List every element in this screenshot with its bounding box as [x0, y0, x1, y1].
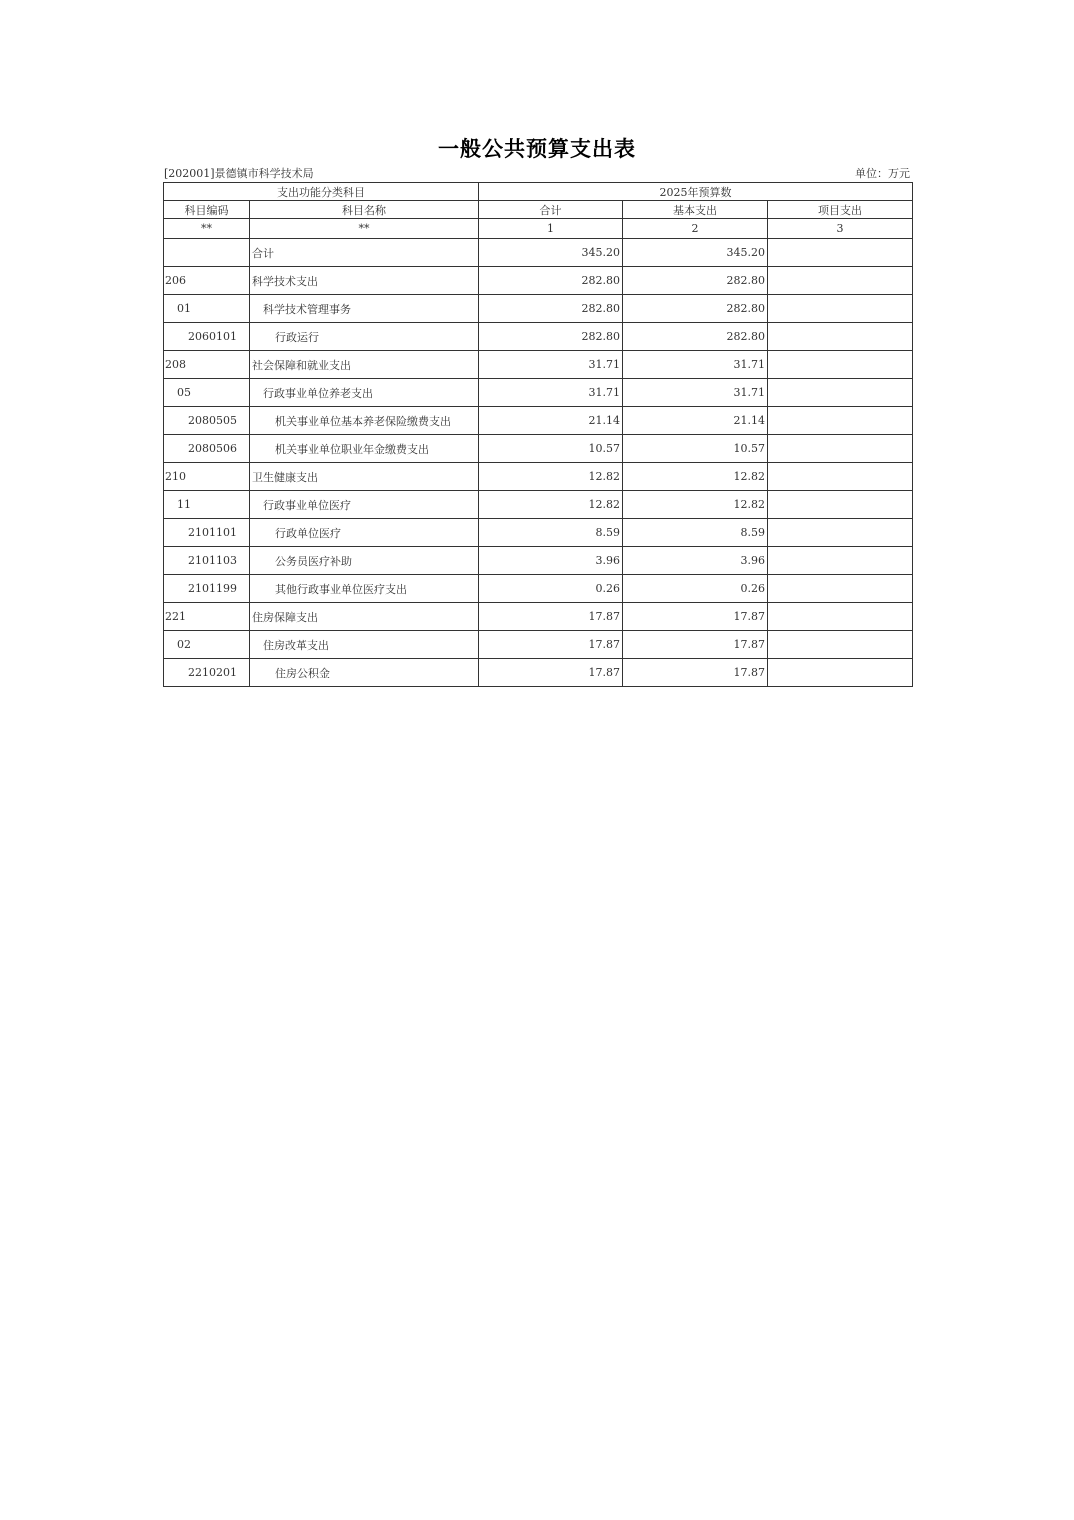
cell-code: 2101103 [164, 547, 250, 575]
idx-total: 1 [479, 219, 623, 239]
cell-total: 282.80 [479, 295, 623, 323]
cell-basic: 17.87 [623, 603, 768, 631]
cell-project [768, 603, 913, 631]
cell-total: 345.20 [479, 239, 623, 267]
cell-name: 合计 [250, 239, 479, 267]
cell-basic: 282.80 [623, 295, 768, 323]
cell-basic: 17.87 [623, 659, 768, 687]
cell-project [768, 547, 913, 575]
cell-project [768, 631, 913, 659]
cell-name: 行政单位医疗 [250, 519, 479, 547]
cell-code: 2080505 [164, 407, 250, 435]
table-row [164, 407, 913, 435]
cell-basic: 12.82 [623, 463, 768, 491]
header-group-budget: 2025年预算数 [479, 183, 913, 201]
cell-name: 社会保障和就业支出 [250, 351, 479, 379]
cell-basic: 31.71 [623, 351, 768, 379]
cell-total: 10.57 [479, 435, 623, 463]
cell-total: 282.80 [479, 267, 623, 295]
cell-code: 206 [164, 267, 250, 295]
cell-project [768, 659, 913, 687]
cell-total: 12.82 [479, 463, 623, 491]
cell-total: 31.71 [479, 379, 623, 407]
col-header-total: 合计 [479, 201, 623, 219]
cell-code: 221 [164, 603, 250, 631]
cell-name: 行政运行 [250, 323, 479, 351]
unit-label: 单位：万元 [855, 167, 910, 180]
cell-code: 208 [164, 351, 250, 379]
cell-name: 住房公积金 [250, 659, 479, 687]
cell-name: 机关事业单位职业年金缴费支出 [250, 435, 479, 463]
cell-project [768, 435, 913, 463]
cell-project [768, 239, 913, 267]
cell-name: 机关事业单位基本养老保险缴费支出 [250, 407, 479, 435]
cell-name: 公务员医疗补助 [250, 547, 479, 575]
cell-project [768, 379, 913, 407]
idx-basic: 2 [623, 219, 768, 239]
cell-code: 11 [164, 491, 250, 519]
table-row [164, 491, 913, 519]
cell-basic: 21.14 [623, 407, 768, 435]
cell-basic: 282.80 [623, 323, 768, 351]
col-header-project: 项目支出 [768, 201, 913, 219]
cell-code: 2101199 [164, 575, 250, 603]
cell-basic: 17.87 [623, 631, 768, 659]
cell-basic: 0.26 [623, 575, 768, 603]
cell-basic: 282.80 [623, 267, 768, 295]
cell-name: 行政事业单位养老支出 [250, 379, 479, 407]
idx-project: 3 [768, 219, 913, 239]
cell-project [768, 491, 913, 519]
table-row [164, 631, 913, 659]
cell-code: 05 [164, 379, 250, 407]
cell-name: 科学技术管理事务 [250, 295, 479, 323]
cell-basic: 3.96 [623, 547, 768, 575]
col-header-name: 科目名称 [250, 201, 479, 219]
cell-project [768, 267, 913, 295]
cell-basic: 31.71 [623, 379, 768, 407]
cell-basic: 12.82 [623, 491, 768, 519]
cell-project [768, 351, 913, 379]
cell-total: 8.59 [479, 519, 623, 547]
cell-name: 住房保障支出 [250, 603, 479, 631]
cell-total: 12.82 [479, 491, 623, 519]
table-row [164, 547, 913, 575]
idx-code: ** [164, 219, 250, 239]
cell-total: 3.96 [479, 547, 623, 575]
org-name: [202001]景德镇市科学技术局 [164, 167, 314, 180]
header-group-function: 支出功能分类科目 [164, 183, 479, 201]
cell-code: 02 [164, 631, 250, 659]
cell-project [768, 407, 913, 435]
cell-project [768, 323, 913, 351]
header-index-row [164, 219, 913, 239]
budget-table [163, 182, 913, 687]
table-row [164, 379, 913, 407]
table-row [164, 519, 913, 547]
col-header-code: 科目编码 [164, 201, 250, 219]
idx-name: ** [250, 219, 479, 239]
table-row [164, 351, 913, 379]
cell-name: 行政事业单位医疗 [250, 491, 479, 519]
cell-total: 17.87 [479, 603, 623, 631]
cell-project [768, 463, 913, 491]
cell-code: 2080506 [164, 435, 250, 463]
cell-total: 0.26 [479, 575, 623, 603]
table-row [164, 323, 913, 351]
table-row [164, 267, 913, 295]
cell-project [768, 295, 913, 323]
table-row [164, 463, 913, 491]
header-column-row [164, 201, 913, 219]
cell-name: 住房改革支出 [250, 631, 479, 659]
cell-total: 282.80 [479, 323, 623, 351]
table-row [164, 435, 913, 463]
table-row [164, 575, 913, 603]
cell-project [768, 575, 913, 603]
col-header-basic: 基本支出 [623, 201, 768, 219]
cell-name: 科学技术支出 [250, 267, 479, 295]
cell-project [768, 519, 913, 547]
table-row [164, 239, 913, 267]
table-row [164, 659, 913, 687]
cell-name: 其他行政事业单位医疗支出 [250, 575, 479, 603]
cell-code: 2060101 [164, 323, 250, 351]
page-title: 一般公共预算支出表 [438, 136, 636, 161]
cell-total: 17.87 [479, 631, 623, 659]
cell-basic: 8.59 [623, 519, 768, 547]
cell-total: 31.71 [479, 351, 623, 379]
cell-code: 2101101 [164, 519, 250, 547]
table-row [164, 603, 913, 631]
cell-code: 210 [164, 463, 250, 491]
cell-code: 01 [164, 295, 250, 323]
cell-total: 21.14 [479, 407, 623, 435]
cell-code [164, 239, 250, 267]
cell-basic: 345.20 [623, 239, 768, 267]
table-row [164, 295, 913, 323]
cell-name: 卫生健康支出 [250, 463, 479, 491]
cell-total: 17.87 [479, 659, 623, 687]
cell-code: 2210201 [164, 659, 250, 687]
header-group-row [164, 183, 913, 201]
cell-basic: 10.57 [623, 435, 768, 463]
